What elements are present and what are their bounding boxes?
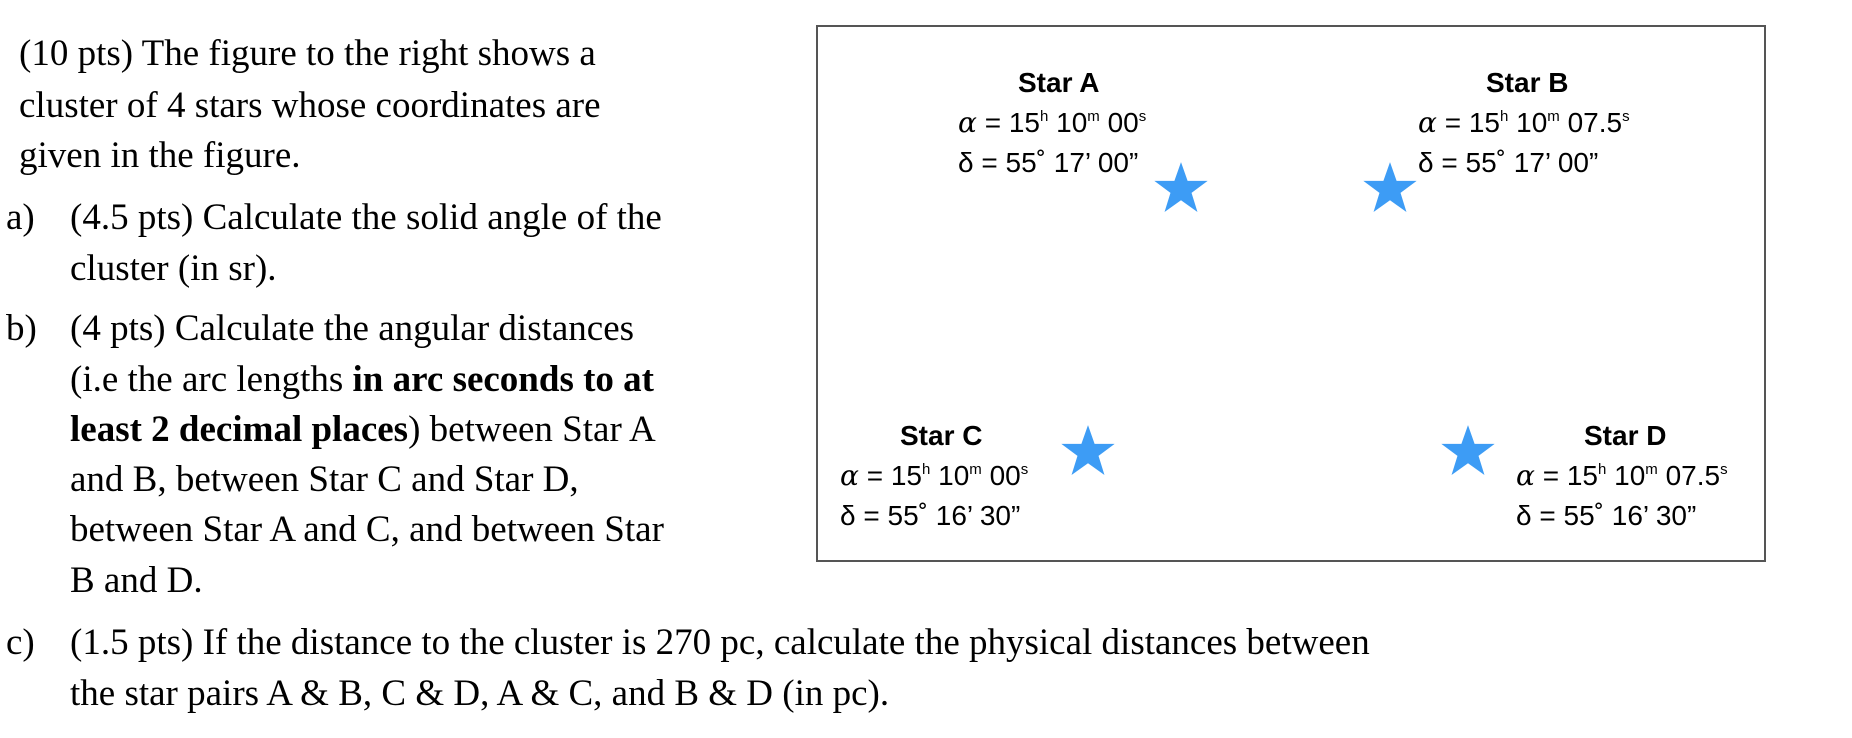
part-a-marker: a): [6, 197, 35, 238]
star-d-dec: δ = 55˚ 16’ 30”: [1516, 500, 1697, 531]
star-d-icon: [1440, 424, 1496, 480]
alpha-symbol: α: [958, 106, 977, 139]
part-c-marker: c): [6, 622, 35, 663]
star-b-label: Star B: [1486, 67, 1569, 98]
star-c-icon: [1060, 424, 1116, 480]
part-c-line-1: (1.5 pts) If the distance to the cluster is 270 pc, calculate the physical distances between: [70, 622, 1370, 663]
part-b-line-6: B and D.: [70, 560, 203, 601]
intro-line-3: given in the figure.: [19, 135, 301, 176]
star-c-label: Star C: [900, 420, 983, 451]
part-b-line-1: (4 pts) Calculate the angular distances: [70, 308, 635, 349]
part-b-line-4: and B, between Star C and Star D,: [70, 459, 579, 500]
star-a-ra: $\alpha = 15^h$ 10$^m$ 00$^s$: [958, 106, 1147, 139]
part-b-marker: b): [6, 308, 37, 349]
star-d-ra: $\alpha = 15^h$ 10$^m$ 07.5$^s$: [1516, 459, 1728, 492]
star-c-ra: $\alpha = 15^h$ 10$^m$ 00$^s$: [840, 459, 1029, 492]
part-b-line-3-text: ) between Star A: [408, 409, 656, 450]
star-a-icon: [1153, 161, 1209, 217]
alpha-symbol: α: [1418, 106, 1437, 139]
part-b-line-3-bold: least 2 decimal places: [70, 409, 409, 450]
part-a-line-1: (4.5 pts) Calculate the solid angle of the: [70, 197, 662, 238]
star-c-dec: δ = 55˚ 16’ 30”: [840, 500, 1021, 531]
star-a-label: Star A: [1018, 67, 1100, 98]
star-a-dec: δ = 55˚ 17’ 00”: [958, 147, 1139, 178]
alpha-symbol: α: [1516, 459, 1535, 492]
alpha-symbol: α: [840, 459, 859, 492]
part-b-line-3: [70, 408, 656, 452]
part-a-line-2: cluster (in sr).: [70, 248, 277, 289]
intro-line-1: (10 pts) The figure to the right shows a: [19, 33, 596, 74]
part-c-line-2: the star pairs A & B, C & D, A & C, and B & D (in pc).: [70, 673, 890, 714]
intro-line-2: cluster of 4 stars whose coordinates are: [19, 85, 601, 126]
star-d-label: Star D: [1584, 420, 1667, 451]
star-cluster-figure: [816, 25, 1766, 562]
part-b-line-2-text: (i.e the arc lengths: [70, 359, 353, 400]
star-b-icon: [1362, 161, 1418, 217]
part-b-line-2-bold: in arc seconds to at: [352, 359, 655, 400]
star-b-ra: $\alpha = 15^h$ 10$^m$ 07.5$^s$: [1418, 106, 1630, 139]
star-b-dec: δ = 55˚ 17’ 00”: [1418, 147, 1599, 178]
part-b-line-2: [70, 358, 654, 402]
part-b-line-5: between Star A and C, and between Star: [70, 509, 664, 550]
